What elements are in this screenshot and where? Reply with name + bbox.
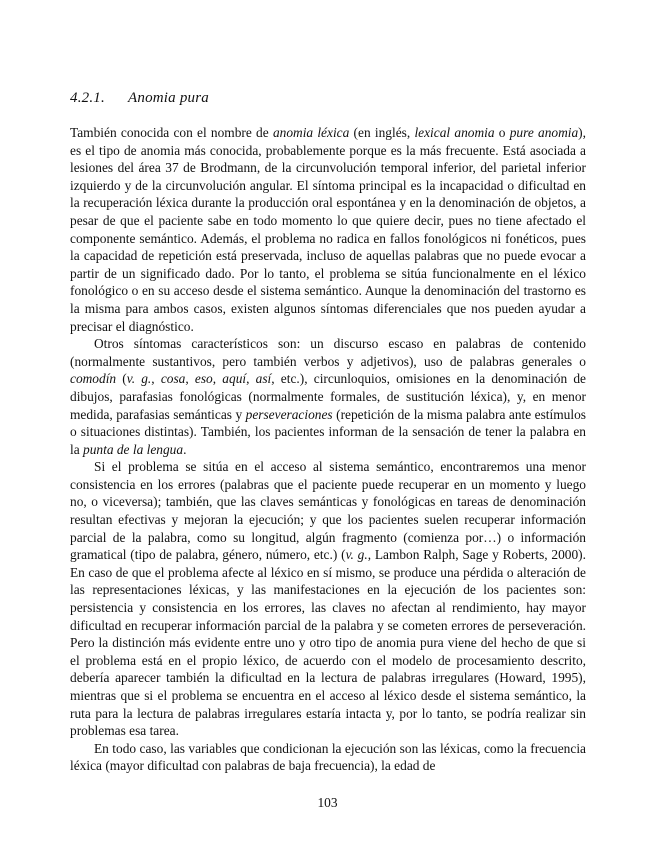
text-run: o [494,125,510,140]
text-run: , etc.), circunloquios, omisiones en la denominación de dibujos, parafasias fonológicas (normalmente formales, de sustitución léxica), y, en menor medida, parafasias semánticas y [70,371,586,422]
text-run: (en inglés, [349,125,415,140]
paragraph [70,335,586,458]
text-run: , [185,371,195,387]
italic-text: comodín [70,371,117,387]
italic-text: v. g. [126,371,152,387]
italic-text: pure anomia [509,125,579,140]
paragraph [70,458,586,740]
paragraph [70,124,586,335]
text-run: ( [116,371,127,387]
text-run: ), es el tipo de anomia más conocida, probablemente porque es la más frecuente. Está asociada a lesiones del área 37 de Brodmann, de la circunvolución temporal inferior, del parietal inferior izquierdo y de la circunvolución angular. El síntoma principal es la incapacidad o dificultad en la recuperación léxica durante la producción oral espontánea y en la denominación de objetos, a pesar de que el paciente sabe en todo momento lo que quiere decir, pues no tiene afectado el componente semántico. Además, el problema no radica en fallos fonológicos ni fonéticos, pues la capacidad de repetición está preservada, incluso de aquellas palabras que no puede evocar a partir de un significado dado. Por lo tanto, el problema se sitúa funcionalmente en el léxico fonológico o en su acceso desde el sistema semántico. Aunque la denominación del trastorno es la misma para ambos casos, existen algunos síntomas diferenciales que nos pueden ayudar a precisar el diagnóstico. [70,125,586,334]
italic-text: perseveraciones [245,406,333,422]
section-title: Anomia pura [128,90,209,106]
section-heading [70,90,209,107]
text-run: , [246,371,256,387]
italic-text: anomia léxica [272,125,350,140]
text-run: , [151,371,161,387]
text-run: , [212,371,223,387]
section-number: 4.2.1. [70,90,105,106]
text-run: En todo caso, las variables que condicionan la ejecución son las léxicas, como la frecuencia léxica (mayor dificultad con palabras de baja frecuencia), la edad de [70,740,586,774]
text-run: (repetición de la misma palabra ante estímulos o situaciones distintas). También, los pacientes informan de la sensación de tener la palabra en la [70,406,586,457]
page-number: 103 [317,795,338,810]
italic-text: aquí [222,371,247,387]
italic-text: así [255,371,272,387]
body-text [70,124,586,775]
paragraph [70,740,586,775]
italic-text: eso [194,371,213,387]
text-run: . [183,441,187,457]
text-run: También conocida con el nombre de [70,125,273,140]
text-run: , Lambon Ralph, Sage y Roberts, 2000). En caso de que el problema afecte al léxico en sí mismo, se produce una pérdida o alteración de las representaciones léxicas, y las manifestaciones en la ejecución de los pacientes son: persistencia y consistencia en los errores, las claves no afectan al rendimiento, hay mayor dificultad en recuperar información parcial de la palabra y se cometen errores de perseveración. Pero la distinción más evidente entre uno y otro tipo de anomia pura viene del hecho de que si el problema está en el propio léxico, de acuerdo con el modelo de procesamiento descrito, debería aparecer también la dificultad en la lectura de palabras irregulares (Howard, 1995), mientras que si el problema se encuentra en el acceso al léxico desde el sistema semántico, la ruta para la lectura de palabras irregulares estaría intacta y, por lo tanto, se podría realizar sin problemas esa tarea. [70,547,586,739]
italic-text: cosa [160,371,186,387]
text-run: Otros síntomas característicos son: un discurso escaso en palabras de contenido (normalmente sustantivos, pero también verbos y adjetivos), uso de palabras generales o [70,336,586,369]
italic-text: punta de la lengua [83,441,184,457]
italic-text: v. g. [345,547,368,563]
italic-text: lexical anomia [414,125,495,140]
text-run: Si el problema se sitúa en el acceso al sistema semántico, encontraremos una menor consistencia en los errores (palabras que el paciente puede recuperar en un momento y luego no, o viceversa); también, que las claves semánticas y fonológicas en tareas de denominación resultan efectivas y mejoran la ejecución; y que los pacientes suelen recuperar información parcial de la palabra, como su longitud, algún fragmento (comienza por…) o información gramatical (tipo de palabra, género, número, etc.) ( [70,459,586,563]
